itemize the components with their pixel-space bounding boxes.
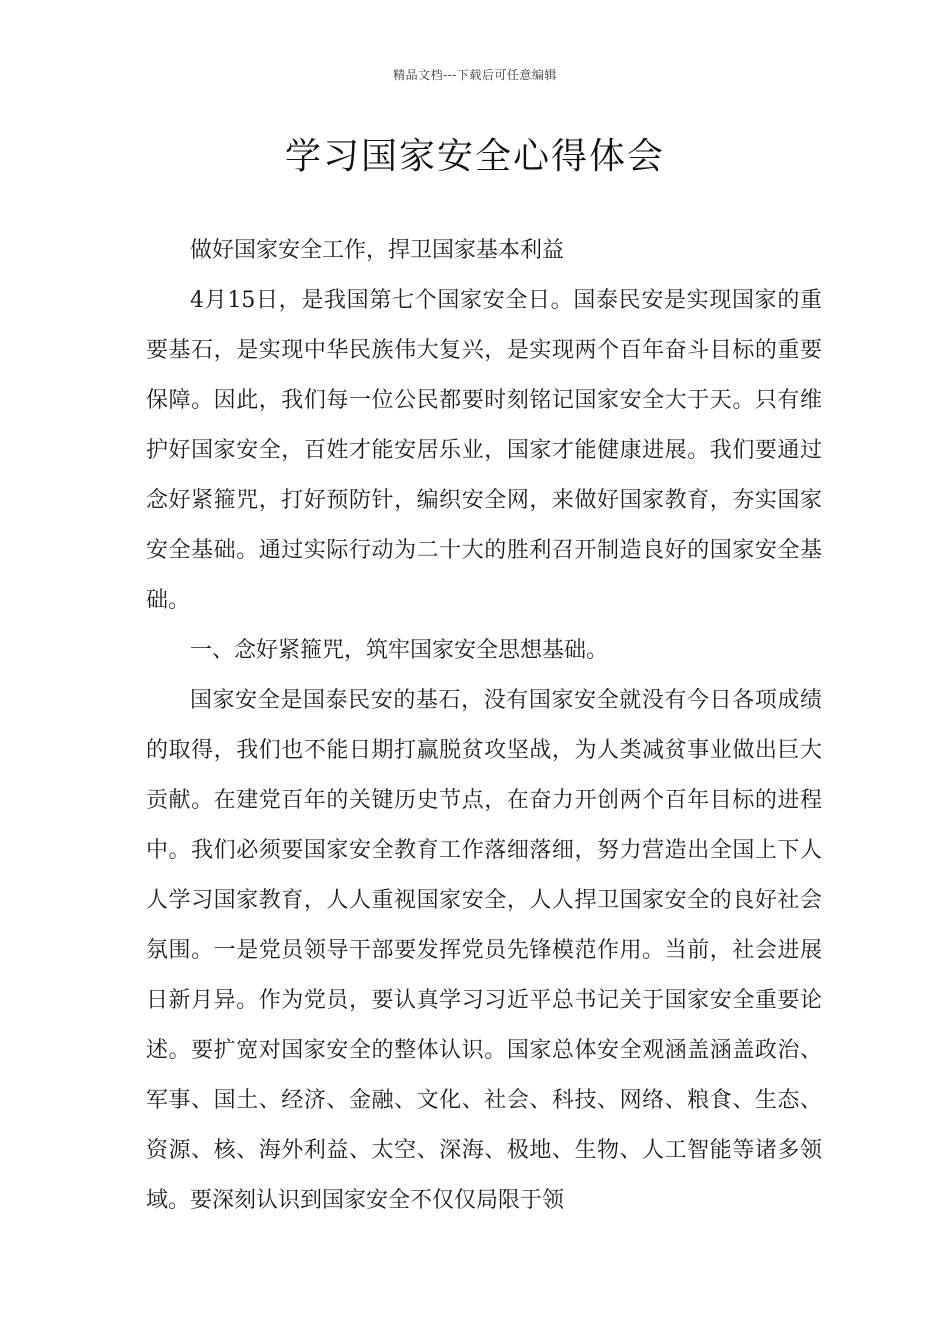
paragraph: 国家安全是国泰民安的基石，没有国家安全就没有今日各项成绩的取得，我们也不能日期打赢脱贫攻坚战，为人类减贫事业做出巨大贡献。在建党百年的关键历史节点，在奋力开创两个百年目标的进程中。我们必须要国家安全教育工作落细落细，努力营造出全国上下人人学习国家教育，人人重视国家安全，人人捍卫国家安全的良好社会氛围。一是党员领导干部要发挥党员先锋模范作用。当前，社会进展日新月异。作为党员，要认真学习习近平总书记关于国家安全重要论述。要扩宽对国家安全的整体认识。国家总体安全观涵盖涵盖政治、军事、国土、经济、金融、文化、社会、科技、网络、粮食、生态、资源、核、海外利益、太空、深海、极地、生物、人工智能等诸多领域。要深刻认识到国家安全不仅仅局限于领 — [146, 688, 822, 1213]
document-title: 学习国家安全心得体会 — [284, 136, 665, 177]
paragraph-subtitle: 做好国家安全工作，捍卫国家基本利益 — [190, 238, 565, 263]
header-note: 精品文档---下载后可任意编辑 — [393, 68, 557, 82]
document-body — [146, 226, 822, 1226]
paragraph: 4月15日，是我国第七个国家安全日。国泰民安是实现国家的重要基石，是实现中华民族伟大复兴，是实现两个百年奋斗目标的重要保障。因此，我们每一位公民都要时刻铭记国家安全大于天。只有维护好国家安全，百姓才能安居乐业，国家才能健康进展。我们要通过念好紧箍咒，打好预防针，编织安全网，来做好国家教育，夯实国家安全基础。通过实际行动为二十大的胜利召开制造良好的国家安全基础。 — [146, 288, 822, 613]
paragraph-section-heading: 一、念好紧箍咒，筑牢国家安全思想基础。 — [190, 638, 609, 663]
